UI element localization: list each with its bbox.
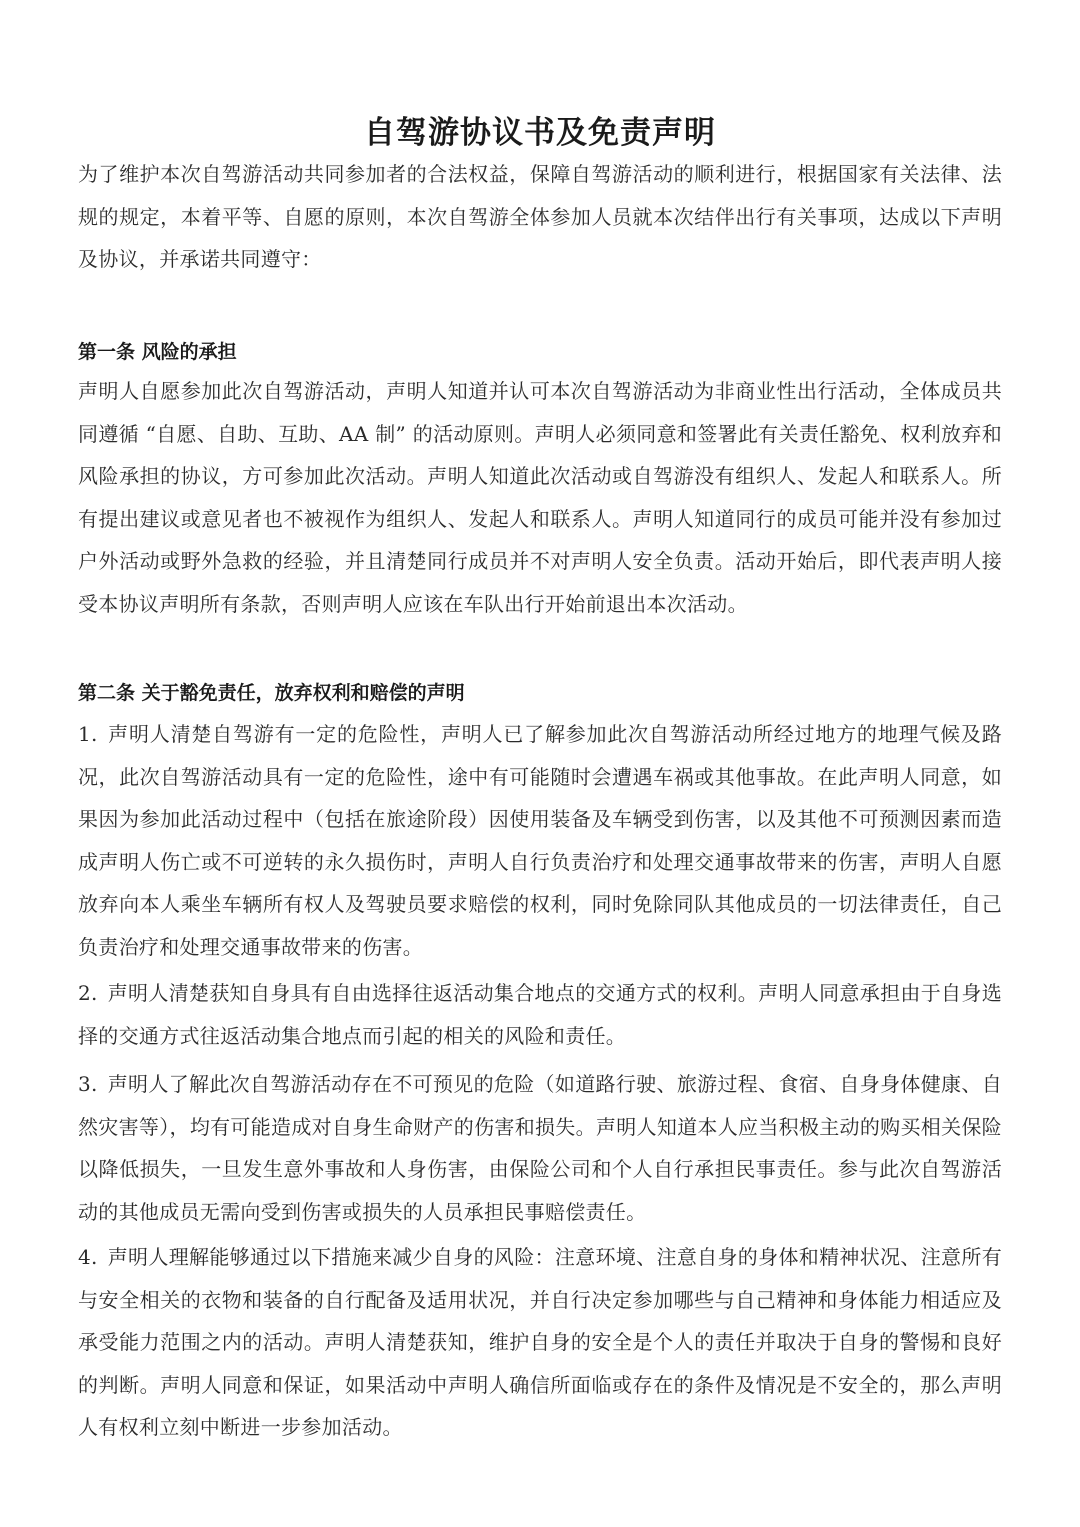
section-2-item-2 <box>78 972 1002 1057</box>
section-1-heading: 第一条 风险的承担 <box>78 341 237 363</box>
document-title: 自驾游协议书及免责声明 <box>364 114 716 151</box>
section-2-item-3 <box>78 1063 1002 1233</box>
intro-paragraph: 为了维护本次自驾游活动共同参加者的合法权益，保障自驾游活动的顺利进行，根据国家有关法律、法规的规定，本着平等、自愿的原则，本次自驾游全体参加人员就本次结伴出行有关事项，达成以下声明及协议，并承诺共同遵守： <box>78 162 1002 271</box>
item-number: 4. <box>78 1245 98 1269</box>
section-1-body: 声明人自愿参加此次自驾游活动，声明人知道并认可本次自驾游活动为非商业性出行活动，全体成员共同遵循 “自愿、自助、互助、AA 制” 的活动原则。声明人必须同意和签署此有关责任豁免、权利放弃和风险承担的协议，方可参加此次活动。声明人知道此次活动或自驾游没有组织人、发起人和联系人。所有提出建议或意见者也不被视作为组织人、发起人和联系人。声明人知道同行的成员可能并没有参加过户外活动或野外急救的经验，并且清楚同行成员并不对声明人安全负责。活动开始后，即代表声明人接受本协议声明所有条款，否则声明人应该在车队出行开始前退出本次活动。 <box>78 379 1002 616</box>
item-number: 1. <box>78 722 98 746</box>
item-text: 声明人清楚自驾游有一定的危险性，声明人已了解参加此次自驾游活动所经过地方的地理气候及路况，此次自驾游活动具有一定的危险性，途中有可能随时会遭遇车祸或其他事故。在此声明人同意，如果因为参加此活动过程中（包括在旅途阶段）因使用装备及车辆受到伤害，以及其他不可预测因素而造成声明人伤亡或不可逆转的永久损伤时，声明人自行负责治疗和处理交通事故带来的伤害，声明人自愿放弃向本人乘坐车辆所有权人及驾驶员要求赔偿的权利，同时免除同队其他成员的一切法律责任，自己负责治疗和处理交通事故带来的伤害。 <box>78 722 1002 959</box>
item-text: 声明人了解此次自驾游活动存在不可预见的危险（如道路行驶、旅游过程、食宿、自身身体健康、自然灾害等），均有可能造成对自身生命财产的伤害和损失。声明人知道本人应当积极主动的购买相关保险以降低损失，一旦发生意外事故和人身伤害，由保险公司和个人自行承担民事责任。参与此次自驾游活动的其他成员无需向受到伤害或损失的人员承担民事赔偿责任。 <box>78 1072 1002 1224</box>
item-text: 声明人清楚获知自身具有自由选择往返活动集合地点的交通方式的权利。声明人同意承担由于自身选择的交通方式往返活动集合地点而引起的相关的风险和责任。 <box>78 981 1002 1048</box>
section-2-heading: 第二条 关于豁免责任，放弃权利和赔偿的声明 <box>78 682 465 704</box>
item-number: 3. <box>78 1072 98 1096</box>
section-2-item-1 <box>78 713 1002 968</box>
section-2-item-4 <box>78 1236 1002 1449</box>
item-number: 2. <box>78 981 98 1005</box>
item-text: 声明人理解能够通过以下措施来减少自身的风险：注意环境、注意自身的身体和精神状况、注意所有与安全相关的衣物和装备的自行配备及适用状况，并自行决定参加哪些与自己精神和身体能力相适应及承受能力范围之内的活动。声明人清楚获知，维护自身的安全是个人的责任并取决于自身的警惕和良好的判断。声明人同意和保证，如果活动中声明人确信所面临或存在的条件及情况是不安全的，那么声明人有权利立刻中断进一步参加活动。 <box>78 1245 1002 1439</box>
